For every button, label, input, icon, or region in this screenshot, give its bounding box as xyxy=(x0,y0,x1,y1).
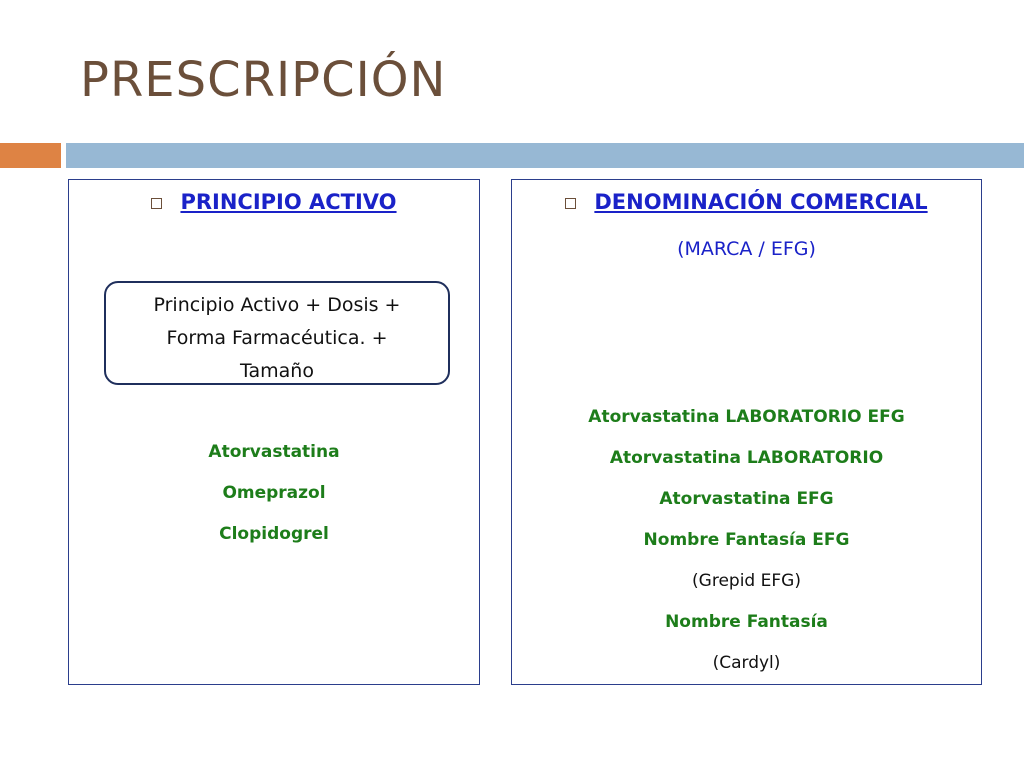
slide-title: PRESCRIPCIÓN xyxy=(80,52,447,108)
example-item: Atorvastatina xyxy=(208,442,340,462)
example-item: Omeprazol xyxy=(222,483,326,503)
formula-line-1: Principio Activo + Dosis + xyxy=(153,294,401,316)
principio-activo-heading[interactable]: PRINCIPIO ACTIVO xyxy=(180,190,397,214)
example-item: (Grepid EFG) xyxy=(692,571,801,591)
square-bullet-icon xyxy=(151,198,162,209)
accent-bar-orange xyxy=(0,143,61,168)
denominacion-heading[interactable]: DENOMINACIÓN COMERCIAL xyxy=(594,190,928,214)
formula-line-3: Tamaño xyxy=(240,360,314,382)
example-item: Atorvastatina LABORATORIO EFG xyxy=(588,407,905,427)
example-item: Nombre Fantasía EFG xyxy=(643,530,850,550)
example-item: Atorvastatina EFG xyxy=(659,489,834,509)
accent-bar-blue xyxy=(66,143,1024,168)
example-item: Atorvastatina LABORATORIO xyxy=(609,448,884,468)
example-item: (Cardyl) xyxy=(712,653,781,673)
denominacion-comercial-panel xyxy=(511,179,982,685)
principio-activo-examples xyxy=(69,442,479,565)
formula-box xyxy=(104,281,450,385)
example-item: Clopidogrel xyxy=(219,524,329,544)
denominacion-examples xyxy=(512,407,981,694)
denominacion-heading-row xyxy=(512,190,981,214)
square-bullet-icon xyxy=(565,198,576,209)
denominacion-subheading: (MARCA / EFG) xyxy=(677,238,816,260)
example-item: Nombre Fantasía xyxy=(665,612,828,632)
principio-activo-heading-row xyxy=(69,190,479,214)
formula-line-2: Forma Farmacéutica. + xyxy=(166,327,388,349)
principio-activo-panel xyxy=(68,179,480,685)
